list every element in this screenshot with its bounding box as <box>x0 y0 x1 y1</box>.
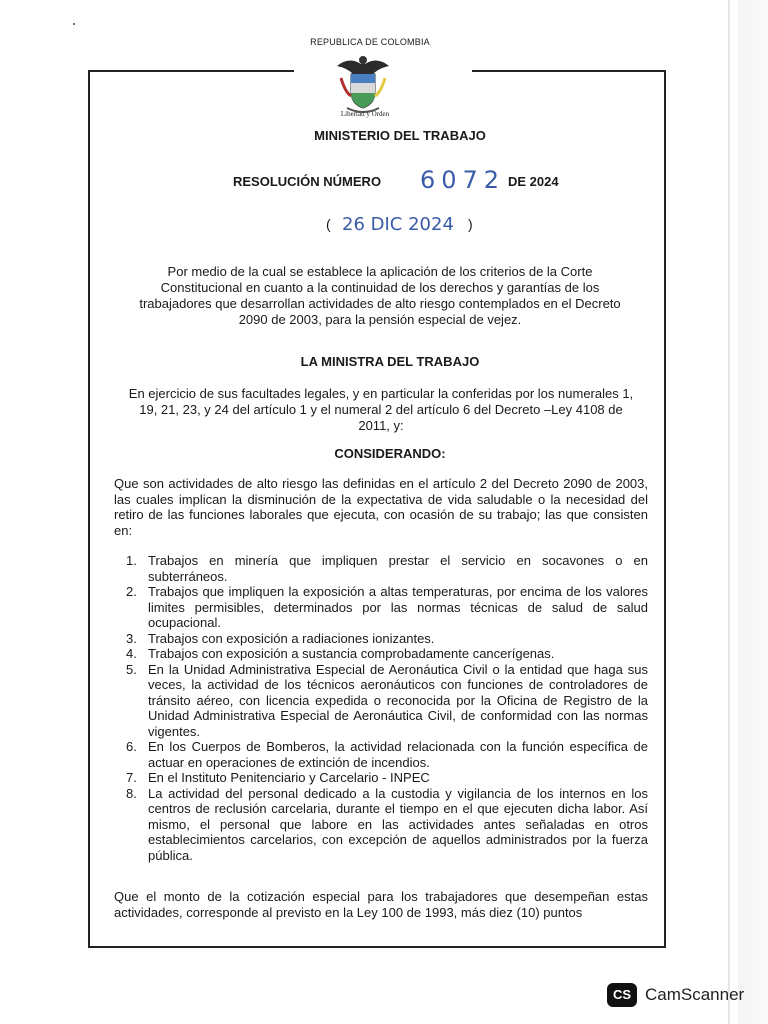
coat-of-arms-icon <box>333 52 393 118</box>
list-item-text: Trabajos que impliquen la exposición a altas temperaturas, por encima de los valores limites permisibles, determinados por las normas técnicas de salud de salud ocupacional. <box>148 584 648 630</box>
list-item-number: 6. <box>126 739 137 754</box>
list-item-text: En los Cuerpos de Bomberos, la actividad relacionada con la función específica de actuar en operaciones de extinción de incendios. <box>148 739 648 770</box>
list-item <box>122 553 648 584</box>
list-item <box>122 662 648 740</box>
paragraph-contribution: Que el monto de la cotización especial para los trabajadores que desempeñan estas actividades, corresponde al previsto en la Ley 100 de 1993, más diez (10) puntos <box>114 889 648 920</box>
considering-heading: CONSIDERANDO: <box>334 446 446 461</box>
list-item-number: 1. <box>126 553 137 568</box>
list-item-number: 2. <box>126 584 137 599</box>
seal-motto: Libertad y Orden <box>340 110 390 118</box>
list-item-text: Trabajos en minería que impliquen prestar el servicio en socavones o en subterráneos. <box>148 553 648 584</box>
date-close-paren: ) <box>468 216 473 232</box>
resolution-subject: Por medio de la cual se establece la aplicación de los criterios de la Corte Constitucional en cuanto a la continuidad de los derechos y garantías de los trabajadores que desarrollan actividades de alto riesgo contemplados en el Decreto 2090 de 2003, para la pensión especial de vejez. <box>139 264 621 327</box>
date-stamp: 26 DIC 2024 <box>342 214 454 235</box>
list-item <box>122 646 648 662</box>
list-item <box>122 584 648 631</box>
list-item <box>122 786 648 864</box>
camscanner-logo-icon: CS <box>607 983 637 1007</box>
list-item-number: 8. <box>126 785 137 801</box>
date-open-paren: ( <box>326 216 331 232</box>
resolution-number-stamp: 6072 <box>420 166 506 194</box>
list-item-number: 5. <box>126 661 137 677</box>
list-item-text: En la Unidad Administrativa Especial de Aeronáutica Civil o la entidad que haga sus veces, la actividad de los técnicos aeronáuticos con funciones de controladores de tránsito aéreo, con licencia expedida o reconocida por la Oficina de Registro de la Unidad Administrativa Especial de Aeronáutica Civil, de conformidad con las normas vigentes. <box>148 661 648 739</box>
list-item-text: Trabajos con exposición a radiaciones ionizantes. <box>148 630 435 646</box>
list-item <box>122 631 648 647</box>
resolution-label: RESOLUCIÓN NÚMERO <box>233 174 382 189</box>
paper-edge <box>728 0 730 1024</box>
list-item <box>122 739 648 770</box>
activities-list <box>122 553 648 863</box>
list-item-number: 3. <box>126 630 137 646</box>
list-item-text: Trabajos con exposición a sustancia comprobadamente cancerígenas. <box>148 646 555 661</box>
faculties-text: En ejercicio de sus facultades legales, y en particular la conferidas por los numerales 1, 19, 21, 23, y 24 del artículo 1 y el numeral 2 del artículo 6 del Decreto –Ley 4108 de 2011, y: <box>128 386 634 433</box>
list-item-number: 4. <box>126 646 137 661</box>
paper-edge-shadow <box>738 0 768 1024</box>
list-item-text: En el Instituto Penitenciario y Carcelario - INPEC <box>148 770 430 785</box>
ministry-title: MINISTERIO DEL TRABAJO <box>314 128 486 143</box>
paragraph-high-risk: Que son actividades de alto riesgo las definidas en el artículo 2 del Decreto 2090 de 2003, las cuales implican la disminución de la expectativa de vida saludable o la necesidad del retiro de las funciones laborales que ejecuta, con ocasión de su trabajo; las que consisten en: <box>114 476 648 538</box>
list-item <box>122 770 648 786</box>
scan-speck <box>73 23 75 25</box>
camscanner-watermark: CamScanner <box>645 985 745 1004</box>
list-item-text: La actividad del personal dedicado a la custodia y vigilancia de los internos en los centros de reclusión carcelaria, durante el tiempo en el que ejecuten dicha labor. Así mismo, el personal que labore en las actividades antes señaladas en otros establecimientos carcelarios, con excepción de aquellos administrados por la fuerza pública. <box>148 785 648 863</box>
list-item-number: 7. <box>126 770 137 785</box>
country-header: REPUBLICA DE COLOMBIA <box>310 37 430 47</box>
resolution-year: DE 2024 <box>508 174 559 189</box>
minister-title: LA MINISTRA DEL TRABAJO <box>300 354 480 369</box>
